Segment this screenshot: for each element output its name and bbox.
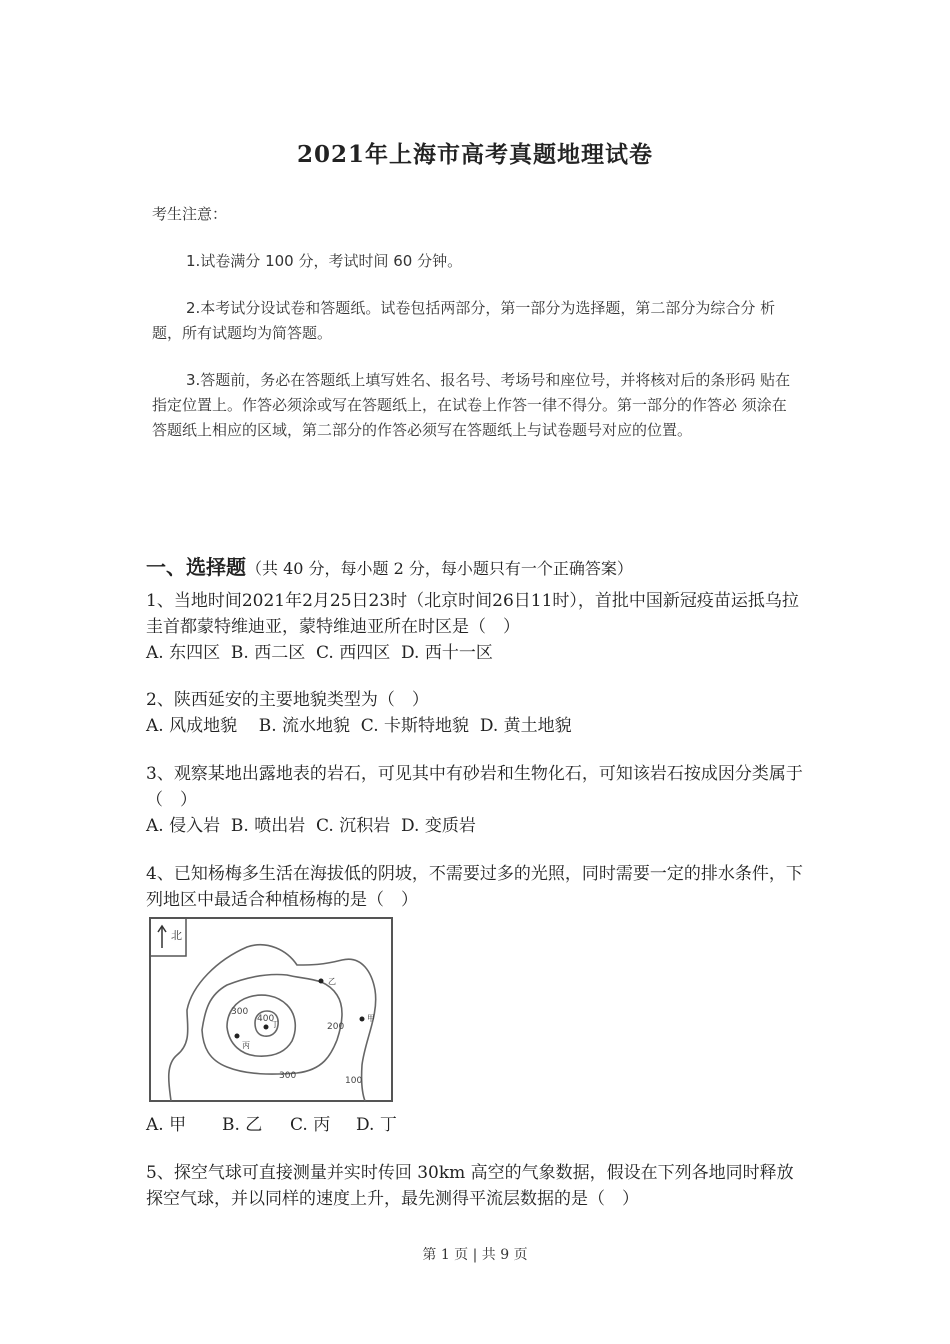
contour-label: 400 <box>257 1014 275 1024</box>
question-options: A. 东四区 B. 西二区 C. 西四区 D. 西十一区 <box>146 643 493 663</box>
notice-item-3: 3.答题前，务必在答题纸上填写姓名、报名号、考场号和座位号，并将核对后的条形码 贴在指定位置上。作答必须涂或写在答题纸上，在试卷上作答一律不得分。第一部分的作答必 须涂在答题纸上相应的区域，第二部分的作答必须写在答题纸上与试卷题号对应的位置。 <box>152 371 791 439</box>
page-title: 2021年上海市高考真题地理试卷 <box>296 141 653 168</box>
contour-label: 100 <box>345 1076 363 1086</box>
contour-label: 300 <box>279 1071 297 1081</box>
notice-item-2: 2.本考试分设试卷和答题纸。试卷包括两部分，第一部分为选择题，第二部分为综合分 析题，所有试题均为简答题。 <box>152 299 776 342</box>
notice-heading: 考生注意： <box>152 205 228 223</box>
point-bing <box>235 1034 240 1039</box>
contour-label: 300 <box>231 1007 249 1017</box>
question-options: A. 风成地貌 B. 流水地貌 C. 卡斯特地貌 D. 黄土地貌 <box>146 716 572 736</box>
question-1 <box>146 588 810 666</box>
point-label: 甲 <box>367 1014 375 1023</box>
contour-label: 200 <box>327 1022 345 1032</box>
section-note: （共 40 分，每小题 2 分，每小题只有一个正确答案） <box>246 559 633 578</box>
section-title: 一、选择题 <box>146 555 246 579</box>
question-4-options <box>146 1110 397 1135</box>
question-4 <box>146 861 810 913</box>
question-3 <box>146 761 810 839</box>
question-stem: 1、当地时间2021年2月25日23时（北京时间26日11时），首批中国新冠疫苗运抵乌拉圭首都蒙特维迪亚，蒙特维迪亚所在时区是（ ） <box>146 591 799 637</box>
question-stem: 2、陕西延安的主要地貌类型为（ ） <box>146 690 429 710</box>
notice-item-1: 1.试卷满分 100 分，考试时间 60 分钟。 <box>186 252 463 270</box>
point-label: 丙 <box>242 1041 250 1050</box>
question-stem: 4、已知杨梅多生活在海拔低的阴坡，不需要过多的光照，同时需要一定的排水条件，下列地区中最适合种植杨梅的是（ ） <box>146 864 803 910</box>
option-b: B. 乙 <box>222 1115 263 1135</box>
question-stem: 5、探空气球可直接测量并实时传回 30km 高空的气象数据，假设在下列各地同时释放探空气球，并以同样的速度上升，最先测得平流层数据的是（ ） <box>146 1163 794 1209</box>
section-heading <box>146 551 633 580</box>
point-ding <box>264 1025 269 1030</box>
point-label: 乙 <box>328 977 336 986</box>
point-yi <box>319 979 324 984</box>
north-label: 北 <box>171 929 182 942</box>
question-options: A. 侵入岩 B. 喷出岩 C. 沉积岩 D. 变质岩 <box>146 816 476 836</box>
question-2 <box>146 687 810 739</box>
point-label: 丁 <box>271 1020 279 1029</box>
option-d: D. 丁 <box>356 1115 397 1135</box>
question-stem: 3、观察某地出露地表的岩石，可见其中有砂岩和生物化石，可知该岩石按成因分类属于（ ） <box>146 764 803 810</box>
contour-map <box>147 915 395 1105</box>
option-c: C. 丙 <box>290 1115 331 1135</box>
question-5 <box>146 1160 810 1212</box>
point-jia <box>360 1017 365 1022</box>
page-footer: 第 1 页 | 共 9 页 <box>422 1247 528 1263</box>
option-a: A. 甲 <box>146 1115 187 1135</box>
